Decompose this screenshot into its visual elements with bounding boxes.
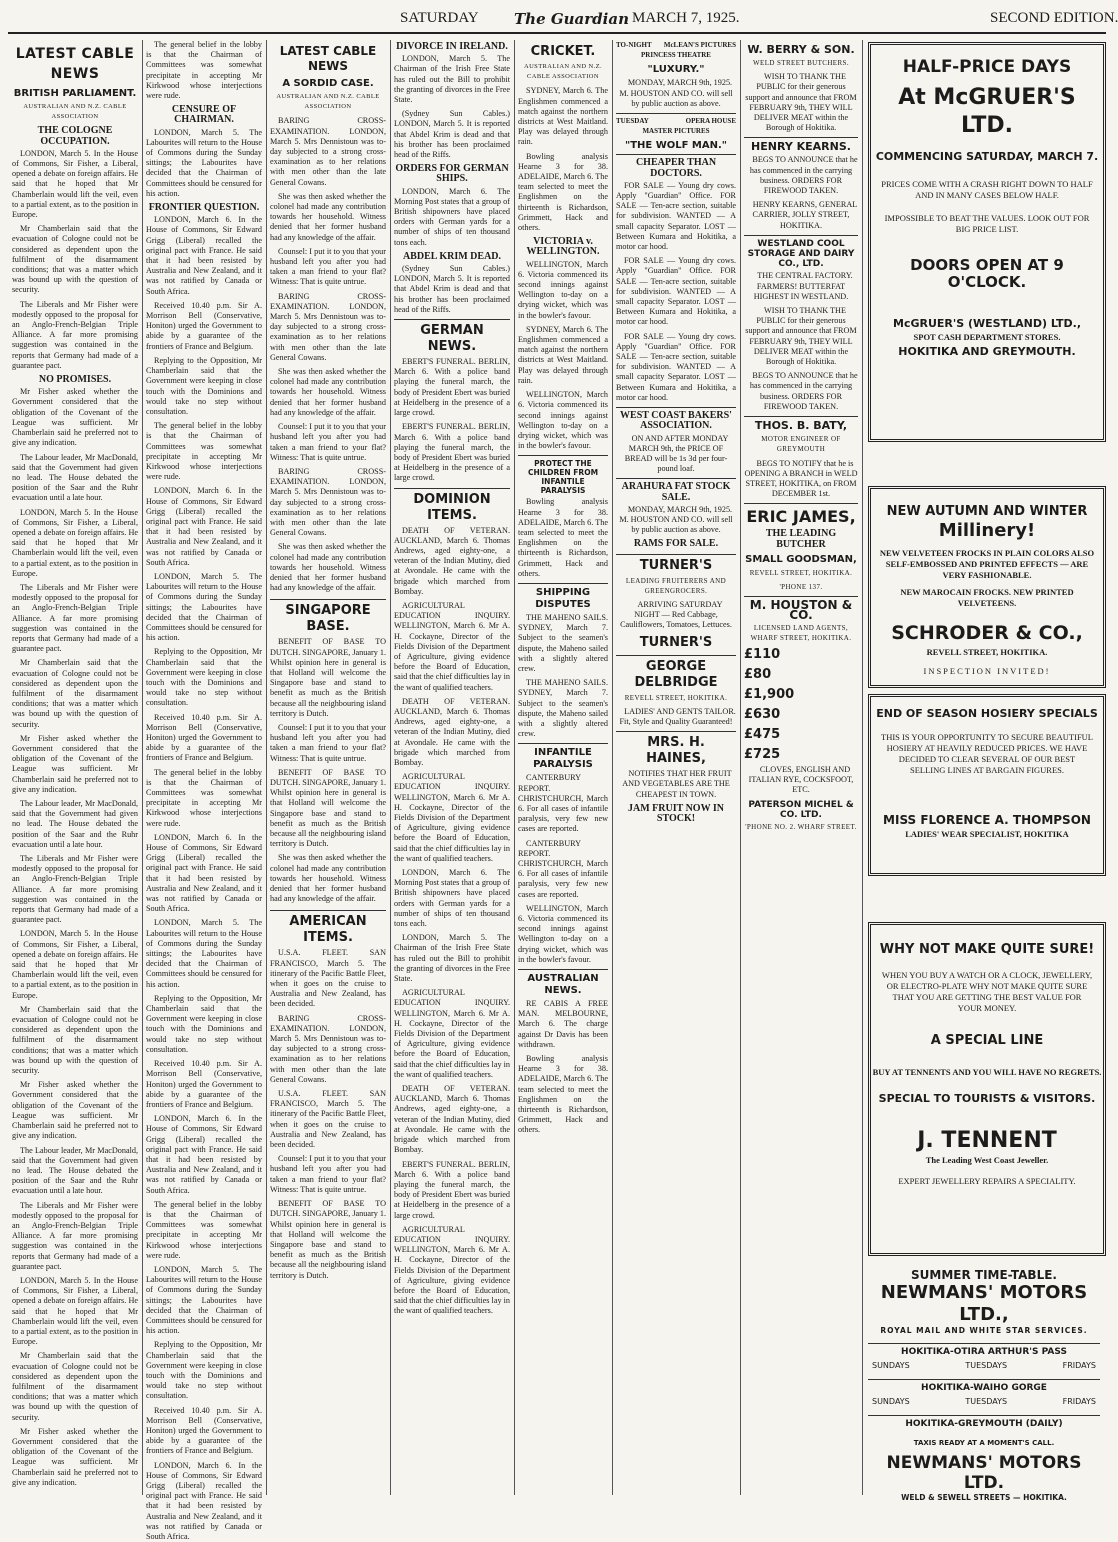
article-paragraph: LONDON, March 6. In the House of Commons, Sir Edward Grigg (Liberal) recalled the original pact with France. He said that it had been resisted by Australia and New Zealand, and it was not ratified by Canada or South Africa. [146,486,262,567]
article-paragraph: DEATH OF VETERAN. AUCKLAND, March 6. Thomas Andrews, aged eighty-one, a veteran of the Indian Mutiny, died at Avondale. He came with the brigade which marched from Bombay. [394,1084,510,1155]
column-5 [518,40,608,1495]
day-label: TUESDAYS [965,1361,1008,1370]
article-paragraph: Received 10.40 p.m. Sir A. Morrison Bell (Conservative, Honiton) urged the Government to abide by a guarantee of the frontiers of France and Belgium. [146,712,262,763]
column-3 [270,40,386,1495]
article-paragraph: LONDON, March 6. The Morning Post states that a group of British shipowners have placed orders with German yards for a number of ships of ten thousand tons each. [394,868,510,929]
tennent-ad [868,922,1106,1256]
column-1-title: LATEST CABLE NEWS [15,46,135,82]
newmans-line-1: SUMMER TIME-TABLE. [911,1268,1057,1282]
pictures-label: McLEAN'S PICTURES [663,41,736,49]
phone-number: 'PHONE 137. [779,582,823,591]
article-paragraph: The general belief in the lobby is that the Chairman of Committees was somewhat precipitate in accepting Mr Kirkwood whose interjections were rude. [146,1199,262,1260]
wire-credit: AUSTRALIAN AND N.Z. CABLE ASSOCIATION [276,93,380,111]
article-paragraph: Counsel: I put it to you that your husband left you after you had taken a man friend to your flat? Witness: That is quite untrue. [270,422,386,462]
tennent-regret: BUY AT TENNENTS AND YOU WILL HAVE NO REGRETS. [872,1067,1102,1077]
article-paragraph: Replying to the Opposition, Mr Chamberlain said that the Government were keeping in close touch with the Dominions and would take no step without consultation. [146,1340,262,1401]
property-price: £725 [744,746,781,762]
tuesday-label: TUESDAY [616,117,649,126]
ad-heading: WEST COAST BAKERS' ASSOCIATION. [616,407,736,431]
article-paragraph: Replying to the Opposition, Mr Chamberlain said that the Government were keeping in close touch with the Dominions and would take no step without consultation. [146,355,262,416]
paterson-heading: PATERSON MICHEL & CO. LTD. [748,799,854,820]
westland-heading: WESTLAND COOL STORAGE AND DAIRY CO., LTD. [744,235,858,270]
article-paragraph: The Liberals and Mr Fisher were modestly opposed to the proposal for an Anglo-French-Belgian Triple Alliance. A far more promising suggestion was contained in the reports that Germany had made of a guarantee pact. [12,1200,138,1271]
thompson-sign-2: LADIES' WEAR SPECIALIST, HOKITIKA [905,829,1069,839]
schroder-sign-2: REVELL STREET, HOKITIKA. [926,647,1048,657]
article-paragraph: Mr Fisher asked whether the Government considered that the obligation of the Covenant of the League was sufficient. Mr Chamberlain said he preferred not to give any indication. [12,387,138,448]
article-paragraph: Mr Fisher asked whether the Government considered that the obligation of the Covenant of the League was sufficient. Mr Chamberlain said he preferred not to give any indication. [12,1426,138,1487]
column-rule [266,40,267,1495]
thompson-sign: MISS FLORENCE A. THOMPSON [883,813,1091,827]
article-paragraph: The Liberals and Mr Fisher were modestly opposed to the proposal for an Anglo-French-Belgian Triple Alliance. A far more promising suggestion was contained in the reports that Germany had made of a guarantee pact. [12,299,138,370]
theatre-label: PRINCESS THEATRE [641,51,711,60]
section-heading: CRICKET. [530,44,596,59]
article-paragraph: Received 10.40 p.m. Sir A. Morrison Bell (Conservative, Honiton) urged the Government to abide by a guarantee of the frontiers of France and Belgium. [146,300,262,351]
tennent-body: WHEN YOU BUY A WATCH OR A CLOCK, JEWELLERY, OR ELECTRO-PLATE WHY NOT MAKE QUITE SURE THAT YOU ARE GETTING THE BEST VALUE FOR YOUR MONEY. [881,970,1093,1013]
film-title: "THE WOLF MAN." [625,140,727,152]
ad-text: MONDAY, MARCH 9th, 1925. M. HOUSTON AND CO. will sell by public auction as above. [619,504,733,535]
sub-heading: CENSURE OF CHAIRMAN. [171,104,237,126]
tennent-line-1: WHY NOT MAKE QUITE SURE! [879,942,1095,957]
article-paragraph: DEATH OF VETERAN. AUCKLAND, March 6. Thomas Andrews, aged eighty-one, a veteran of the Indian Mutiny, died at Avondale. He came with the brigade which marched from Bombay. [394,696,510,767]
column-rule [740,40,741,1495]
wire-credit: AUSTRALIAN AND N.Z. CABLE ASSOCIATION [523,63,602,81]
newmans-sign: NEWMANS' MOTORS LTD. [886,1453,1082,1493]
article-paragraph: She was then asked whether the colonel had made any contribution towards her household. Witness denied that her former husband had any knowledge of the affair. [270,542,386,593]
section-heading: A SORDID CASE. [282,78,374,89]
article-paragraph: LONDON, March 6. In the House of Commons, Sir Edward Grigg (Liberal) recalled the original pact with France. He said that it had been resisted by Australia and New Zealand, and it was not ratified by Canada or South Africa. [146,1114,262,1195]
pictures-header [616,40,736,50]
james-sub: THE LEADING BUTCHER [765,528,837,550]
section-heading: PROTECT THE CHILDREN FROM INFANTILE PARALYSIS [518,455,608,495]
article-paragraph: Mr Chamberlain said that the evacuation of Cologne could not be considered as dependent upon the fulfilment of the disarmament conditions; that was a matter which was bound up with the question of security. [12,224,138,295]
article-paragraph: LONDON, March 5. The Labourites will return to the House of Commons during the Sunday sittings; the Labourites have decided that the Chairman of Committees should be censured for his action. [146,1264,262,1336]
article-paragraph: AGRICULTURAL EDUCATION INQUIRY. WELLINGTON, March 6. Mr A. H. Cockayne, Director of the Fields Division of the Department of Agriculture, giving evidence before the Board of Education, said that the chief difficulties lay in the want of qualified teachers. [394,600,510,692]
article-paragraph: The Labour leader, Mr MacDonald, said that the Government had given no lead. The House debated the position of the Saar and the Ruhr evacuation until a late hour. [12,799,138,849]
article-paragraph: LONDON, March 5. In the House of Commons, Sir Fisher, a Liberal, opened a debate on foreign affairs. He said that he hoped that Mr Chamberlain would lift the veil, even to a partial extent, as to the position in Europe. [12,1275,138,1347]
article-paragraph: The Liberals and Mr Fisher were modestly opposed to the proposal for an Anglo-French-Belgian Triple Alliance. A far more promising suggestion was contained in the reports that Germany had made of a guarantee pact. [12,854,138,925]
article-paragraph: LONDON, March 6. The Morning Post states that a group of British shipowners have placed orders with German yards for a number of ships of ten thousand tons each. [394,186,510,247]
article-paragraph: She was then asked whether the colonel had made any contribution towards her household. Witness denied that her former husband had any knowledge of the affair. [270,191,386,242]
section-heading: GERMAN NEWS. [394,319,510,355]
houston-sub: LICENSED LAND AGENTS, WHARF STREET, HOKITIKA. [750,623,852,642]
column-3-title: LATEST CABLE NEWS [279,44,377,73]
section-heading: INFANTILE PARALYSIS [518,743,608,771]
baty-heading: THOS. B. BATY, [744,416,858,432]
article-paragraph: LONDON, March 5. The Chairman of the Irish Free State has ruled out the Bill to prohibit the granting of divorces in the Free State. [394,54,510,105]
column-rule [142,40,143,1495]
article-paragraph: She was then asked whether the colonel had made any contribution towards her household. Witness denied that her former husband had any knowledge of the affair. [270,853,386,904]
sub-heading: ORDERS FOR GERMAN SHIPS. [395,163,509,185]
column-4 [394,40,510,1495]
schroder-sign: SCHRODER & CO., [891,622,1083,644]
taxi-notice: TAXIS READY AT A MOMENT'S CALL. [913,1439,1055,1447]
article-paragraph: LONDON, March 5. The Labourites will return to the House of Commons during the Sunday sittings; the Labourites have decided that the Chairman of Committees should be censured for his action. [146,571,262,643]
schroder-line-2: Millinery! [938,520,1036,541]
article-paragraph: Received 10.40 p.m. Sir A. Morrison Bell (Conservative, Honiton) urged the Government to abide by a guarantee of the frontiers of France and Belgium. [146,1059,262,1109]
column-rule [862,40,863,1495]
day-label: FRIDAYS [1062,1397,1096,1406]
article-paragraph: EBERT'S FUNERAL. BERLIN, March 6. With a police band playing the funeral march, the body of President Ebert was buried at Heidelberg in the presence of a large crowd. [394,1159,510,1220]
ad-text: ARRIVING SATURDAY NIGHT — Red Cabbage, Cauliflowers, Tomatoes, Lettuces. [620,599,732,630]
article-paragraph: SYDNEY, March 6. The Englishmen commenced a match against the northern districts at West Maitland. Play was delayed through rain. [518,86,608,147]
turner-sign: TURNER'S [639,634,713,650]
article-paragraph: Mr Fisher asked whether the Government considered that the obligation of the Covenant of the League was sufficient. Mr Chamberlain said he preferred not to give any indication. [12,1080,138,1141]
opera-label: OPERA HOUSE [685,117,736,126]
ad-text: WISH TO THANK THE PUBLIC for their generous support and announce that FROM FEBRUARY 9th, THEY WILL DELIVER MEAT within the Borough of Hokitika. [745,72,857,133]
property-price: £80 [744,666,772,682]
day-label: FRIDAYS [1062,1361,1096,1370]
ad-heading: CHEAPER THAN DOCTORS. [616,154,736,178]
newmans-sign-2: WELD & SEWELL STREETS — HOKITIKA. [901,1493,1067,1502]
masthead [8,6,1118,30]
article-paragraph: Replying to the Opposition, Mr Chamberlain said that the Government were keeping in close touch with the Dominions and would take no step without consultation. [146,647,262,708]
master-pictures-label: MASTER PICTURES [642,127,710,136]
article-paragraph: LONDON, March 5. In the House of Commons, Sir Fisher, a Liberal, opened a debate on foreign affairs. He said that he hoped that Mr Chamberlain would lift the veil, even to a partial extent, as to the position in Europe. [12,507,138,578]
article-paragraph: U.S.A. FLEET. SAN FRANCISCO, March 5. The itinerary of the Pacific Battle Fleet, when it goes on the cruise to Australia and New Zealand, has been decided. [270,948,386,1009]
tennent-sign: J. TENNENT [917,1128,1057,1153]
masthead-edition: SECOND EDITION. [990,10,1118,26]
schroder-body: NEW VELVETEEN FROCKS IN PLAIN COLORS ALSO SELF-EMBOSSED AND PRINTED EFFECTS — ARE VERY FASHIONABLE. [879,548,1095,580]
article-paragraph: U.S.A. FLEET. SAN FRANCISCO, March 5. The itinerary of the Pacific Battle Fleet, when it goes on the cruise to Australia and New Zealand, has been decided. [270,1089,386,1150]
article-paragraph: (Sydney Sun Cables.) LONDON, March 5. It is reported that Abdel Krim is dead and that his brother has been proclaimed head of the Riffs. [394,109,510,160]
wire-credit: AUSTRALIAN AND N.Z. CABLE ASSOCIATION [23,103,127,121]
column-1 [12,40,138,1495]
day-label: TUESDAYS [965,1397,1008,1406]
mcgruers-line-2: At McGRUER'S LTD. [898,85,1076,138]
turner-sub: LEADING FRUITERERS AND GREENGROCERS. [625,576,727,595]
article-paragraph: LONDON, March 6. In the House of Commons, Sir Edward Grigg (Liberal) recalled the original pact with France. He said that it had been resisted by Australia and New Zealand, and it was not ratified by Canada or South Africa. [146,215,262,296]
article-paragraph: LONDON, March 6. In the House of Commons, Sir Edward Grigg (Liberal) recalled the original pact with France. He said that it had been resisted by Australia and New Zealand, and it was not ratified by Canada or South Africa. [146,1460,262,1542]
article-paragraph: LONDON, March 5. The Chairman of the Irish Free State has ruled out the Bill to prohibit the granting of divorces in the Free State. [394,933,510,984]
article-paragraph: Counsel: I put it to you that your husband left you after you had taken a man friend to your flat? Witness: That is quite untrue. [270,246,386,287]
ad-heading: RAMS FOR SALE. [633,538,719,550]
article-paragraph: The Liberals and Mr Fisher were modestly opposed to the proposal for an Anglo-French-Belgian Triple Alliance. A far more promising suggestion was contained in the reports that Germany had made of a guarantee pact. [12,582,138,654]
masthead-date: MARCH 7, 1925. [632,10,740,26]
ad-text: BEGS TO NOTIFY that he is OPENING A BRANCH in WELD STREET, HOKITIKA, on FROM DECEMBER 1st. [744,458,858,499]
ad-text: NOTIFIES THAT HER FRUIT AND VEGETABLES ARE THE CHEAPEST IN TOWN. [622,769,732,799]
column-rule [612,40,613,1495]
berry-sub: WELD STREET BUTCHERS. [753,59,849,67]
section-heading: SHIPPING DISPUTES [518,583,608,611]
section-heading: AMERICAN ITEMS. [270,910,386,946]
sub-heading: DIVORCE IN IRELAND. [396,41,508,52]
article-paragraph: Mr Chamberlain said that the evacuation of Cologne could not be considered as dependent upon the fulfilment of the disarmament conditions; that was a matter which was bound up with the question of security. [12,658,138,729]
article-paragraph: SYDNEY, March 6. The Englishmen commenced a match against the northern districts at West Maitland. Play was delayed through rain. [518,324,608,385]
article-paragraph: The Labour leader, Mr MacDonald, said that the Government had given no lead. The House debated the position of the Saar and the Ruhr evacuation until a late hour. [12,1145,138,1196]
article-paragraph: CANTERBURY REPORT. CHRISTCHURCH, March 6. For all cases of infantile paralysis, very few new cases are reported. [518,773,608,834]
mcgruers-sign-3: HOKITIKA AND GREYMOUTH. [898,345,1076,358]
route-heading: HOKITIKA-GREYMOUTH (DAILY) [868,1415,1100,1429]
article-paragraph: LONDON, March 5. The Labourites will return to the House of Commons during the Sunday sittings; the Labourites have decided that the Chairman of Committees should be censured for his action. [146,127,262,198]
article-paragraph: EBERT'S FUNERAL. BERLIN, March 6. With a police band playing the funeral march, the body of President Ebert was buried at Heidelberg in the presence of a large crowd. [394,357,510,418]
masthead-day: SATURDAY [400,10,479,26]
jam-notice: JAM FRUIT NOW IN STOCK! [627,802,725,824]
thompson-ad [868,694,1106,876]
schroder-line-1: NEW AUTUMN AND WINTER [886,504,1088,519]
section-heading: AUSTRALIAN NEWS. [518,969,608,997]
article-paragraph: THE MAHENO SAILS. SYDNEY, March 7. Subject to the seamen's dispute, the Maheno sailed with a slightly altered crew. [518,678,608,739]
article-paragraph: Received 10.40 p.m. Sir A. Morrison Bell (Conservative, Honiton) urged the Government to abide by a guarantee of the frontiers of France and Belgium. [146,1405,262,1456]
article-paragraph: LONDON, March 5. In the House of Commons, Sir Fisher, a Liberal, opened a debate on foreign affairs. He said that he hoped that Mr Chamberlain would lift the veil, even to a partial extent, as to the position in Europe. [12,148,138,220]
article-paragraph: BARING CROSS-EXAMINATION. LONDON, March 5. Mrs Dennistoun was to-day subjected to a strong cross-examination as to her relations with men other than the late General Cowans. [270,466,386,538]
article-paragraph: The general belief in the lobby is that the Chairman of Committees was somewhat precipitate in accepting Mr Kirkwood whose interjections were rude. [146,421,262,482]
delbridge-sub: REVELL STREET, HOKITIKA. [624,693,728,702]
newmans-ad [868,1262,1100,1502]
ad-text: BEGS TO ANNOUNCE that he has commenced in the carrying business. ORDERS FOR FIREWOOD TAKEN. [749,155,858,196]
article-paragraph: The general belief in the lobby is that the Chairman of Committees was somewhat precipitate in accepting Mr Kirkwood whose interjections were rude. [146,767,262,828]
article-paragraph: Mr Chamberlain said that the evacuation of Cologne could not be considered as dependent upon the fulfilment of the disarmament conditions; that was a matter which was bound up with the question of security. [12,1351,138,1422]
ad-text: WISH TO THANK THE PUBLIC for their generous support and announce that FROM FEBRUARY 9th, THEY WILL DELIVER MEAT within the Borough of Hokitika. [745,306,857,367]
houston-heading: M. HOUSTON & CO. [744,596,858,620]
sub-heading: ABDEL KRIM DEAD. [402,250,502,262]
article-paragraph: BENEFIT OF BASE TO DUTCH. SINGAPORE, January 1. Whilst opinion here in general is that Holland will welcome the Singapore base and stand to benefit as much as the British because all the neighbouring island territory is Dutch. [270,767,386,849]
thompson-line-1: END OF SEASON HOSIERY SPECIALS [876,707,1098,720]
article-paragraph: (Sydney Sun Cables.) LONDON, March 5. It is reported that Abdel Krim is dead and that his brother has been proclaimed head of the Riffs. [394,264,510,314]
goodsman-heading: SMALL GOODSMAN, [745,553,857,565]
paterson-sub: 'PHONE NO. 2. WHARF STREET. [745,822,857,831]
mcgruers-sign: McGRUER'S (WESTLAND) LTD., [893,317,1081,330]
route-days [872,1361,1096,1371]
masthead-paper-name: The Guardian [514,10,629,28]
article-paragraph: She was then asked whether the colonel had made any contribution towards her household. Witness denied that her former husband had any knowledge of the affair. [270,367,386,417]
article-paragraph: Bowling analysis Hearne 3 for 38. ADELAIDE, March 6. The team selected to meet the Englishmen on the thirteenth is Richardson, Grimmett, Hack and others. [518,151,608,233]
schroder-invite: INSPECTION INVITED! [923,666,1051,676]
thompson-body: THIS IS YOUR OPPORTUNITY TO SECURE BEAUTIFUL HOSIERY AT HEAVILY REDUCED PRICES. WE HAVE DECIDED TO CLEAR SEVERAL OF OUR BEST SELLING LINES AT BARGAIN FIGURES. [881,732,1094,775]
article-paragraph: BARING CROSS-EXAMINATION. LONDON, March 5. Mrs Dennistoun was to-day subjected to a strong cross-examination as to her relations with men other than the late General Cowans. [270,116,386,187]
newmans-line-2: NEWMANS' MOTORS LTD., [880,1282,1088,1325]
route-heading: HOKITIKA-WAIHO GORGE [868,1379,1100,1393]
mcgruers-sign-2: SPOT CASH DEPARTMENT STORES. [913,332,1061,342]
section-heading: DOMINION ITEMS. [394,488,510,524]
ad-text: CLOVES, ENGLISH AND ITALIAN RYE, COCKSFOOT, ETC. [748,764,854,795]
classified-ads: FOR SALE — Young dry cows. Apply "Guardian" Office. FOR SALE — Ten-acre section, suitable for subdivision. WANTED — A small capacity Separator. LOST — Between Kumara and Hokitika, a motor car hood. [616,180,736,252]
ad-text: THE CENTRAL FACTORY. FARMERS! BUTTERFAT HIGHEST IN WESTLAND. [753,271,853,301]
day-label: SUNDAYS [872,1361,910,1370]
route-days [872,1397,1096,1407]
article-paragraph: Bowling analysis Hearne 3 for 38. ADELAIDE, March 6. The team selected to meet the Englishmen on the thirteenth is Richardson, Grimmett, Hack and others. [518,497,608,578]
newmans-line-3: ROYAL MAIL AND WHITE STAR SERVICES. [880,1326,1088,1335]
property-price: £475 [744,726,781,742]
ad-text: HENRY KEARNS, GENERAL CARRIER, JOLLY STREET, HOKITIKA. [752,200,858,230]
article-paragraph: Counsel: I put it to you that your husband left you after you had taken a man friend to your flat? Witness: That is quite untrue. [270,1154,386,1194]
sub-heading: THE COLOGNE OCCUPATION. [37,125,113,147]
ad-heading: ARAHURA FAT STOCK SALE. [616,478,736,502]
mcgruers-body: IMPOSSIBLE TO BEAT THE VALUES. LOOK OUT FOR BIG PRICE LIST. [884,213,1090,234]
ad-text: ON AND AFTER MONDAY MARCH 9th, the PRICE OF BREAD will be 1s 3d per four-pound loaf. [624,433,729,474]
article-paragraph: AGRICULTURAL EDUCATION INQUIRY. WELLINGTON, March 6. Mr A. H. Cockayne, Director of the Fields Division of the Department of Agriculture, giving evidence before the Board of Education, said that the chief difficulties lay in the want of qualified teachers. [394,772,510,863]
article-paragraph: Mr Chamberlain said that the evacuation of Cologne could not be considered as dependent upon the fulfilment of the disarmament conditions; that was a matter which was bound up with the question of security. [12,1004,138,1076]
article-paragraph: Mr Fisher asked whether the Government considered that the obligation of the Covenant of the League was sufficient. Mr Chamberlain said he preferred not to give any indication. [12,733,138,794]
mcgruers-body: PRICES COME WITH A CRASH RIGHT DOWN TO HALF AND IN MANY CASES BELOW HALF. [881,179,1093,200]
opera-header [616,113,736,126]
column-6 [616,40,736,1495]
article-paragraph: Replying to the Opposition, Mr Chamberlain said that the Government were keeping in close touch with the Dominions and would take no step without consultation. [146,993,262,1054]
article-paragraph: LONDON, March 5. In the House of Commons, Sir Fisher, a Liberal, opened a debate on foreign affairs. He said that he hoped that Mr Chamberlain would lift the veil, even to a partial extent, as to the position in Europe. [12,929,138,1000]
article-paragraph: EBERT'S FUNERAL. BERLIN, March 6. With a police band playing the funeral march, the body of President Ebert was buried at Heidelberg in the presence of a large crowd. [394,422,510,483]
tennent-sign-2: The Leading West Coast Jeweller. [925,1155,1049,1165]
tennent-special-line: A SPECIAL LINE [930,1033,1044,1048]
article-paragraph: RE CABIS A FREE MAN. MELBOURNE, March 6. The charge against Dr Davis has been withdrawn. [518,999,608,1049]
article-paragraph: BENEFIT OF BASE TO DUTCH. SINGAPORE, January 1. Whilst opinion here in general is that Holland will welcome the Singapore base and stand to benefit as much as the British because all the neighbouring island territory is Dutch. [270,637,386,718]
film-title: "LUXURY." [647,64,705,76]
article-paragraph: LONDON, March 5. The Labourites will return to the House of Commons during the Sunday sittings; the Labourites have decided that the Chairman of Committees should be censured for his action. [146,918,262,989]
sub-heading: VICTORIA v. WELLINGTON. [526,236,600,258]
mcgruers-line-1: HALF-PRICE DAYS [902,57,1072,77]
property-price: £110 [744,646,781,662]
tennent-repairs: EXPERT JEWELLERY REPAIRS A SPECIALITY. [898,1176,1076,1186]
james-heading: ERIC JAMES, [744,503,858,527]
property-price: £630 [744,706,781,722]
tennent-special: SPECIAL TO TOURISTS & VISITORS. [878,1092,1096,1105]
schroder-body: NEW MAROCAIN FROCKS. NEW PRINTED VELVETEENS. [900,587,1074,608]
ad-text: BEGS TO ANNOUNCE that he has commenced in the carrying business. ORDERS FOR FIREWOOD TAKEN. [749,371,858,411]
column-7 [744,40,858,1495]
column-rule [390,40,391,1495]
article-paragraph: BENEFIT OF BASE TO DUTCH. SINGAPORE, January 1. Whilst opinion here in general is that Holland will welcome the Singapore base and stand to benefit as much as the British because all the neighbouring island territory is Dutch. [270,1199,386,1280]
section-heading: SINGAPORE BASE. [270,599,386,635]
article-paragraph: THE MAHENO SAILS. SYDNEY, March 7. Subject to the seamen's dispute, the Maheno sailed with a slightly altered crew. [518,612,608,673]
classified-ads: FOR SALE — Young dry cows. Apply "Guardian" Office. FOR SALE — Ten-acre section, suitable for subdivision. WANTED — A small capacity Separator. LOST — Between Kumara and Hokitika, a motor car hood. [616,331,736,402]
ad-text: MONDAY, MARCH 9th, 1925. M. HOUSTON AND CO. will sell by public auction as above. [619,78,733,108]
mcgruers-line-3: COMMENCING SATURDAY, MARCH 7. [875,150,1099,163]
turner-heading: TURNER'S [616,554,736,574]
goodsman-sub: REVELL STREET, HOKITIKA. [749,568,853,577]
tonight-label: TO-NIGHT [616,41,652,49]
baty-sub: MOTOR ENGINEER OF GREYMOUTH [761,435,841,454]
section-heading: BRITISH PARLIAMENT. [13,88,137,99]
column-2 [146,40,262,1542]
article-paragraph: BARING CROSS-EXAMINATION. LONDON, March 5. Mrs Dennistoun was to-day subjected to a strong cross-examination as to her relations with men other than the late General Cowans. [270,1013,386,1084]
article-paragraph: WELLINGTON, March 6. Victoria commenced its second innings against Wellington to-day on a drying wicket, which was in the bowler's favour. [518,259,608,320]
sub-heading: FRONTIER QUESTION. [148,202,260,214]
schroder-ad [868,486,1106,688]
article-paragraph: AGRICULTURAL EDUCATION INQUIRY. WELLINGTON, March 6. Mr A. H. Cockayne, Director of the Fields Division of the Department of Agriculture, giving evidence before the Board of Education, said that the chief difficulties lay in the want of qualified teachers. [394,988,510,1079]
day-label: SUNDAYS [872,1397,910,1406]
classified-ads: FOR SALE — Young dry cows. Apply "Guardian" Office. FOR SALE — Ten-acre section, suitable for subdivision. WANTED — A small capacity Separator. LOST — Between Kumara and Hokitika, a motor car hood. [616,256,736,327]
delbridge-heading: GEORGE DELBRIDGE [616,655,736,691]
column-rule [514,40,515,1495]
article-paragraph: CANTERBURY REPORT. CHRISTCHURCH, March 6. For all cases of infantile paralysis, very few new cases are reported. [518,838,608,899]
property-price: £1,900 [744,686,795,702]
ad-text: LADIES' AND GENTS TAILOR. Fit, Style and Quality Guaranteed! [619,706,736,726]
article-paragraph: Counsel: I put it to you that your husband left you after you had taken a man friend to your flat? Witness: That is quite untrue. [270,722,386,763]
masthead-rule [8,32,1106,34]
kearns-heading: HENRY KEARNS. [744,137,858,153]
article-paragraph: DEATH OF VETERAN. AUCKLAND, March 6. Thomas Andrews, aged eighty-one, a veteran of the Indian Mutiny, died at Avondale. He came with the brigade which marched from Bombay. [394,525,510,596]
sub-heading: NO PROMISES. [38,374,112,386]
article-paragraph: LONDON, March 6. In the House of Commons, Sir Edward Grigg (Liberal) recalled the original pact with France. He said that it had been resisted by Australia and New Zealand, and it was not ratified by Canada or South Africa. [146,832,262,914]
route-heading: HOKITIKA-OTIRA ARTHUR'S PASS [868,1343,1100,1357]
article-paragraph: WELLINGTON, March 6. Victoria commenced its second innings against Wellington to-day on a drying wicket, which was in the bowler's favour. [518,903,608,964]
article-paragraph: The Labour leader, Mr MacDonald, said that the Government had given no lead. The House debated the position of the Saar and the Ruhr evacuation until a late hour. [12,452,138,503]
article-paragraph: BARING CROSS-EXAMINATION. LONDON, March 5. Mrs Dennistoun was to-day subjected to a strong cross-examination as to her relations with men other than the late General Cowans. [270,291,386,362]
mcgruers-doors: DOORS OPEN AT 9 O'CLOCK. [910,256,1064,291]
article-paragraph: Bowling analysis Hearne 3 for 38. ADELAIDE, March 6. The team selected to meet the Englishmen on the thirteenth is Richardson, Grimmett, Hack and others. [518,1054,608,1135]
article-paragraph: The general belief in the lobby is that the Chairman of Committees was somewhat precipitate in accepting Mr Kirkwood whose interjections were rude. [146,40,262,101]
article-paragraph: WELLINGTON, March 6. Victoria commenced its second innings against Wellington to-day on a drying wicket, which was in the bowler's favour. [518,390,608,451]
berry-heading: W. BERRY & SON. [747,43,855,56]
haines-heading: MRS. H. HAINES, [616,731,736,767]
article-paragraph: AGRICULTURAL EDUCATION INQUIRY. WELLINGTON, March 6. Mr A. H. Cockayne, Director of the Fields Division of the Department of Agriculture, giving evidence before the Board of Education, said that the chief difficulties lay in the want of qualified teachers. [394,1224,510,1316]
mcgruers-ad [868,42,1106,442]
